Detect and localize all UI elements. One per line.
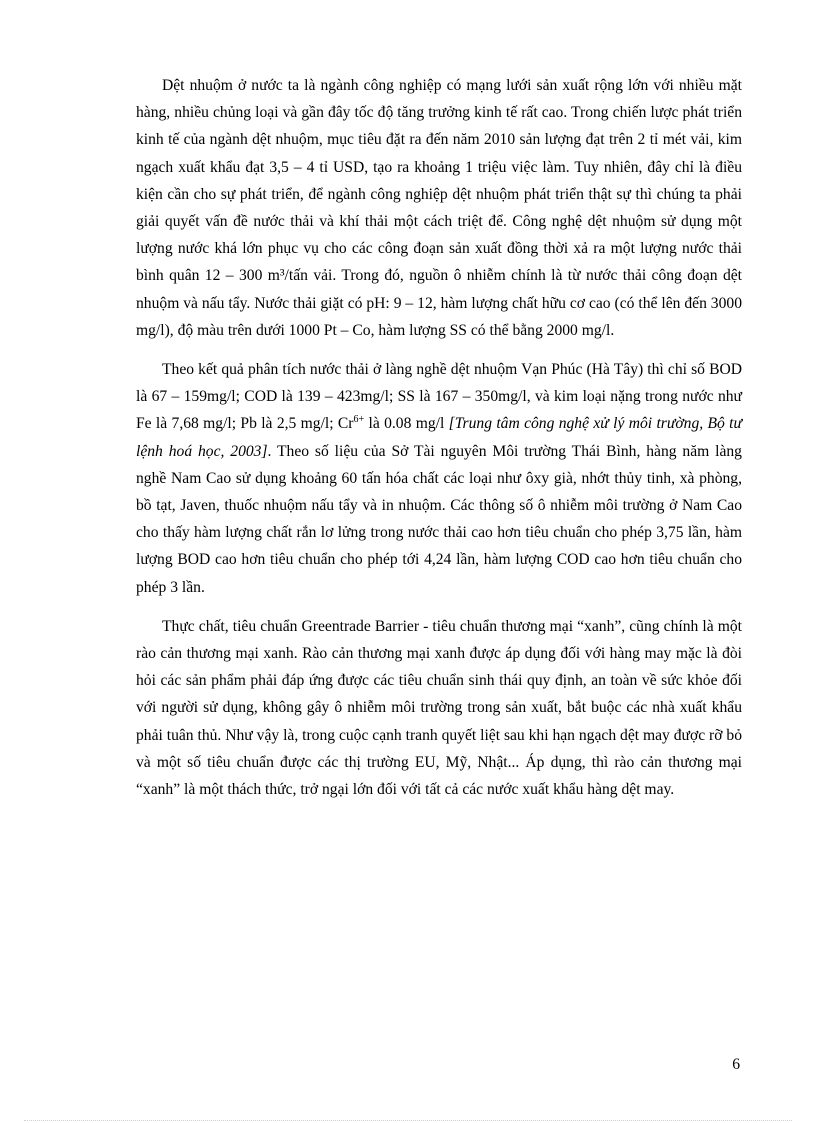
paragraph-2-text-end: . Theo số liệu của Sở Tài nguyên Môi trường Thái Bình, hàng năm làng nghề Nam Cao sử dụng khoảng 60 tấn hóa chất các loại như ôxy già, nhớt thủy tinh, xà phòng, bồ tạt, Javen, thuốc nhuộm nấu tẩy và in nhuộm. Các thông số ô nhiễm môi trường ở Nam Cao cho thấy hàm lượng chất rắn lơ lửng trong nước thải cao hơn tiêu chuẩn cho phép 3,75 lần, hàm lượng BOD cao hơn tiêu chuẩn cho phép tới 4,24 lần, hàm lượng COD cao hơn tiêu chuẩn cho phép 3 lần. [136, 442, 742, 596]
paragraph-1-text: Dệt nhuộm ở nước ta là ngành công nghiệp có mạng lưới sản xuất rộng lớn với nhiều mặt hàng, nhiều chủng loại và gần đây tốc độ tăng trưởng kinh tế rất cao. Trong chiến lược phát triển kinh tế của ngành dệt nhuộm, mục tiêu đặt ra đến năm 2010 sản lượng đạt trên 2 tỉ mét vải, kim ngạch xuất khẩu đạt 3,5 – 4 tỉ USD, tạo ra khoảng 1 triệu việc làm. Tuy nhiên, đây chỉ là điều kiện cần cho sự phát triển, để ngành công nghiệp dệt nhuộm phát triển thật sự thì chúng ta phải giải quyết vấn đề nước thải và khí thải một cách triệt để. Công nghệ dệt nhuộm sử dụng một lượng nước khá lớn phục vụ cho các công đoạn sản xuất đồng thời xả ra một lượng nước thải bình quân 12 – 300 m³/tấn vải. Trong đó, nguồn ô nhiễm chính là từ nước thải công đoạn dệt nhuộm và nấu tẩy. Nước thải giặt có pH: 9 – 12, hàm lượng chất hữu cơ cao (có thể lên đến 3000 mg/l), độ màu trên dưới 1000 Pt – Co, hàm lượng SS có thể bằng 2000 mg/l. [136, 77, 742, 339]
paragraph-2-text-start: Theo kết quả phân tích nước thải ở làng nghề dệt nhuộm Vạn Phúc (Hà Tây) thì chỉ số BOD là 67 – 159mg/l; COD là 139 – 423mg/l; SS là 167 – 350mg/l, và kim loại nặng trong nước như Fe là 7,68 mg/l; Pb là 2,5 mg/l; Cr [136, 361, 742, 433]
paragraph-3 [136, 613, 742, 803]
page-number: 6 [732, 1056, 740, 1073]
chromium-charge-superscript: 6+ [353, 414, 365, 426]
paragraph-3-text: Thực chất, tiêu chuẩn Greentrade Barrier - tiêu chuẩn thương mại “xanh”, cũng chính là một rào cản thương mại xanh. Rào cản thương mại xanh được áp dụng đối với hàng may mặc là đòi hỏi các sản phẩm phải đáp ứng được các tiêu chuẩn sinh thái quy định, an toàn về sức khỏe đối với người sử dụng, không gây ô nhiễm môi trường trong sản xuất, bắt buộc các nhà xuất khẩu phải tuân thủ. Như vậy là, trong cuộc cạnh tranh quyết liệt sau khi hạn ngạch dệt may được rỡ bỏ và một số tiêu chuẩn được các thị trường EU, Mỹ, Nhật... Áp dụng, thì rào cản thương mại “xanh” là một thách thức, trở ngại lớn đối với tất cả các nước xuất khẩu hàng dệt may. [136, 617, 742, 799]
paragraph-1 [136, 72, 742, 344]
paragraph-2-text-mid: là 0.08 mg/l [364, 415, 449, 433]
citation-reference: [Trung tâm công nghệ xử lý môi trường, Bộ tư lệnh hoá học, 2003] [136, 415, 743, 460]
document-body [136, 72, 742, 815]
paragraph-2 [136, 356, 742, 601]
page-bottom-divider [24, 1120, 792, 1121]
